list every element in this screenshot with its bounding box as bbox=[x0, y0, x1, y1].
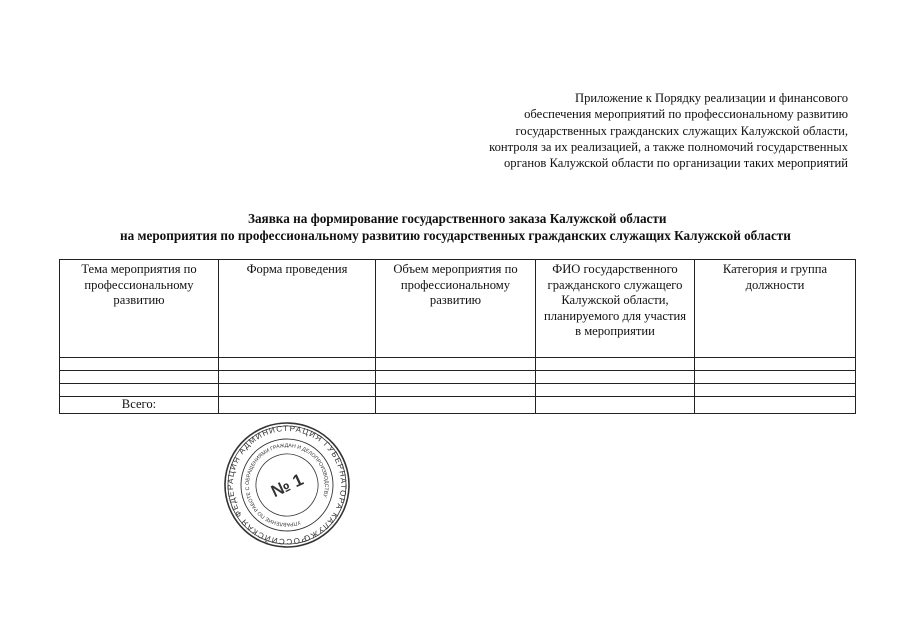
official-seal bbox=[222, 420, 352, 550]
header-volume: Объем мероприятия по профессиональному развитию bbox=[376, 260, 536, 358]
table-row bbox=[60, 384, 856, 397]
appendix-line: обеспечения мероприятий по профессиональному развитию bbox=[524, 107, 848, 122]
header-topic: Тема мероприятия по профессиональному развитию bbox=[60, 260, 219, 358]
table-row bbox=[60, 371, 856, 384]
table-cell bbox=[376, 358, 536, 371]
table-cell bbox=[60, 384, 219, 397]
total-label: Всего: bbox=[60, 397, 219, 414]
seal-inner-text: УПРАВЛЕНИЕ ПО РАБОТЕ С ОБРАЩЕНИЯМИ ГРАЖДАН И ДЕЛОПРОИЗВОДСТВУ bbox=[244, 442, 330, 528]
table-cell bbox=[376, 384, 536, 397]
table-total-row bbox=[60, 397, 856, 414]
appendix-line: органов Калужской области по организации таких мероприятий bbox=[503, 156, 848, 171]
table-cell bbox=[376, 397, 536, 414]
title-line-1: Заявка на формирование государственного заказа Калужской области bbox=[248, 211, 667, 226]
seal-outer-text: РОССИЙСКАЯ ФЕДЕРАЦИЯ АДМИНИСТРАЦИЯ ГУБЕРНАТОРА КАЛУЖСКОЙ bbox=[225, 423, 349, 547]
request-table bbox=[59, 259, 856, 414]
table-cell bbox=[695, 384, 856, 397]
table-cell bbox=[219, 397, 376, 414]
header-form: Форма проведения bbox=[219, 260, 376, 358]
table-cell bbox=[219, 371, 376, 384]
appendix-line: государственных гражданских служащих Калужской области, bbox=[515, 123, 848, 138]
header-employee-name: ФИО государственного гражданского служащего Калужской области, планируемого для участия в мероприятии bbox=[536, 260, 695, 358]
table-row bbox=[60, 358, 856, 371]
table-cell bbox=[219, 358, 376, 371]
table-cell bbox=[695, 397, 856, 414]
header-position-category: Категория и группа должности bbox=[695, 260, 856, 358]
appendix-line: контроля за их реализацией, а также полномочий государственных bbox=[489, 139, 848, 154]
table-cell bbox=[536, 358, 695, 371]
table-cell bbox=[695, 358, 856, 371]
table-cell bbox=[219, 384, 376, 397]
appendix-note bbox=[408, 90, 848, 171]
table-cell bbox=[376, 371, 536, 384]
title-line-2: на мероприятия по профессиональному развитию государственных гражданских служащих Калужской области bbox=[120, 228, 791, 243]
table-header-row bbox=[60, 260, 856, 358]
seal-number: № 1 bbox=[268, 469, 307, 502]
table-cell bbox=[60, 371, 219, 384]
table-cell bbox=[536, 371, 695, 384]
table-cell bbox=[695, 371, 856, 384]
table-cell bbox=[536, 397, 695, 414]
table-cell bbox=[536, 384, 695, 397]
appendix-line: Приложение к Порядку реализации и финансового bbox=[574, 91, 848, 105]
table-cell bbox=[60, 358, 219, 371]
